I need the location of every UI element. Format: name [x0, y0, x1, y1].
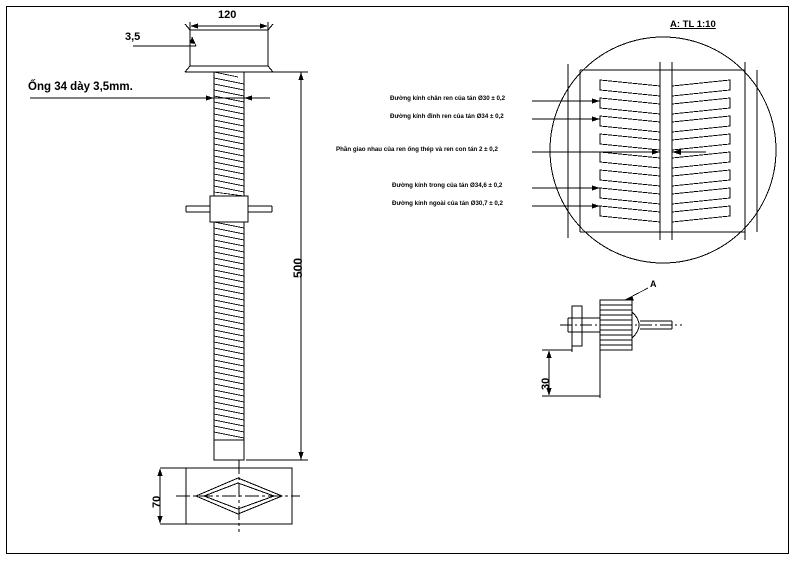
dim-120 — [190, 22, 268, 30]
note-tube-spec: Ống 34 dày 3,5mm. — [28, 81, 133, 93]
bottom-shaft — [214, 440, 244, 460]
dim-label-30: 30 — [540, 377, 552, 390]
dim-3-5 — [133, 37, 196, 46]
dim-30 — [542, 346, 600, 398]
callout-1: Đường kính chân ren của tán Ø30 ± 0,2 — [390, 95, 506, 102]
dim-label-70: 70 — [151, 495, 163, 508]
dim-label-3-5: 3,5 — [125, 31, 141, 43]
callout-2: Đường kính đỉnh ren của tán Ø34 ± 0,2 — [390, 113, 504, 120]
adjusting-nut — [186, 196, 272, 222]
detail-view-title: A: TL 1:10 — [670, 19, 716, 30]
dim-label-500: 500 — [291, 257, 305, 278]
nut-small-view — [560, 288, 682, 350]
base-plate-plan — [176, 460, 300, 532]
callout-3: Phần giao nhau của ren ống thép và ren con tán 2 ± 0,2 — [336, 146, 498, 153]
top-plate — [185, 24, 273, 72]
detail-view-a — [550, 37, 776, 263]
thread-hatch-lower — [214, 222, 244, 438]
thread-hatch-upper — [214, 72, 244, 196]
dim-label-120: 120 — [218, 9, 237, 21]
callout-5: Đường kính ngoài của tán Ø30,7 ± 0,2 — [392, 200, 503, 207]
callout-4: Đường kính trong của tán Ø34,6 ± 0,2 — [392, 182, 503, 189]
detail-marker-a: A — [650, 279, 657, 289]
